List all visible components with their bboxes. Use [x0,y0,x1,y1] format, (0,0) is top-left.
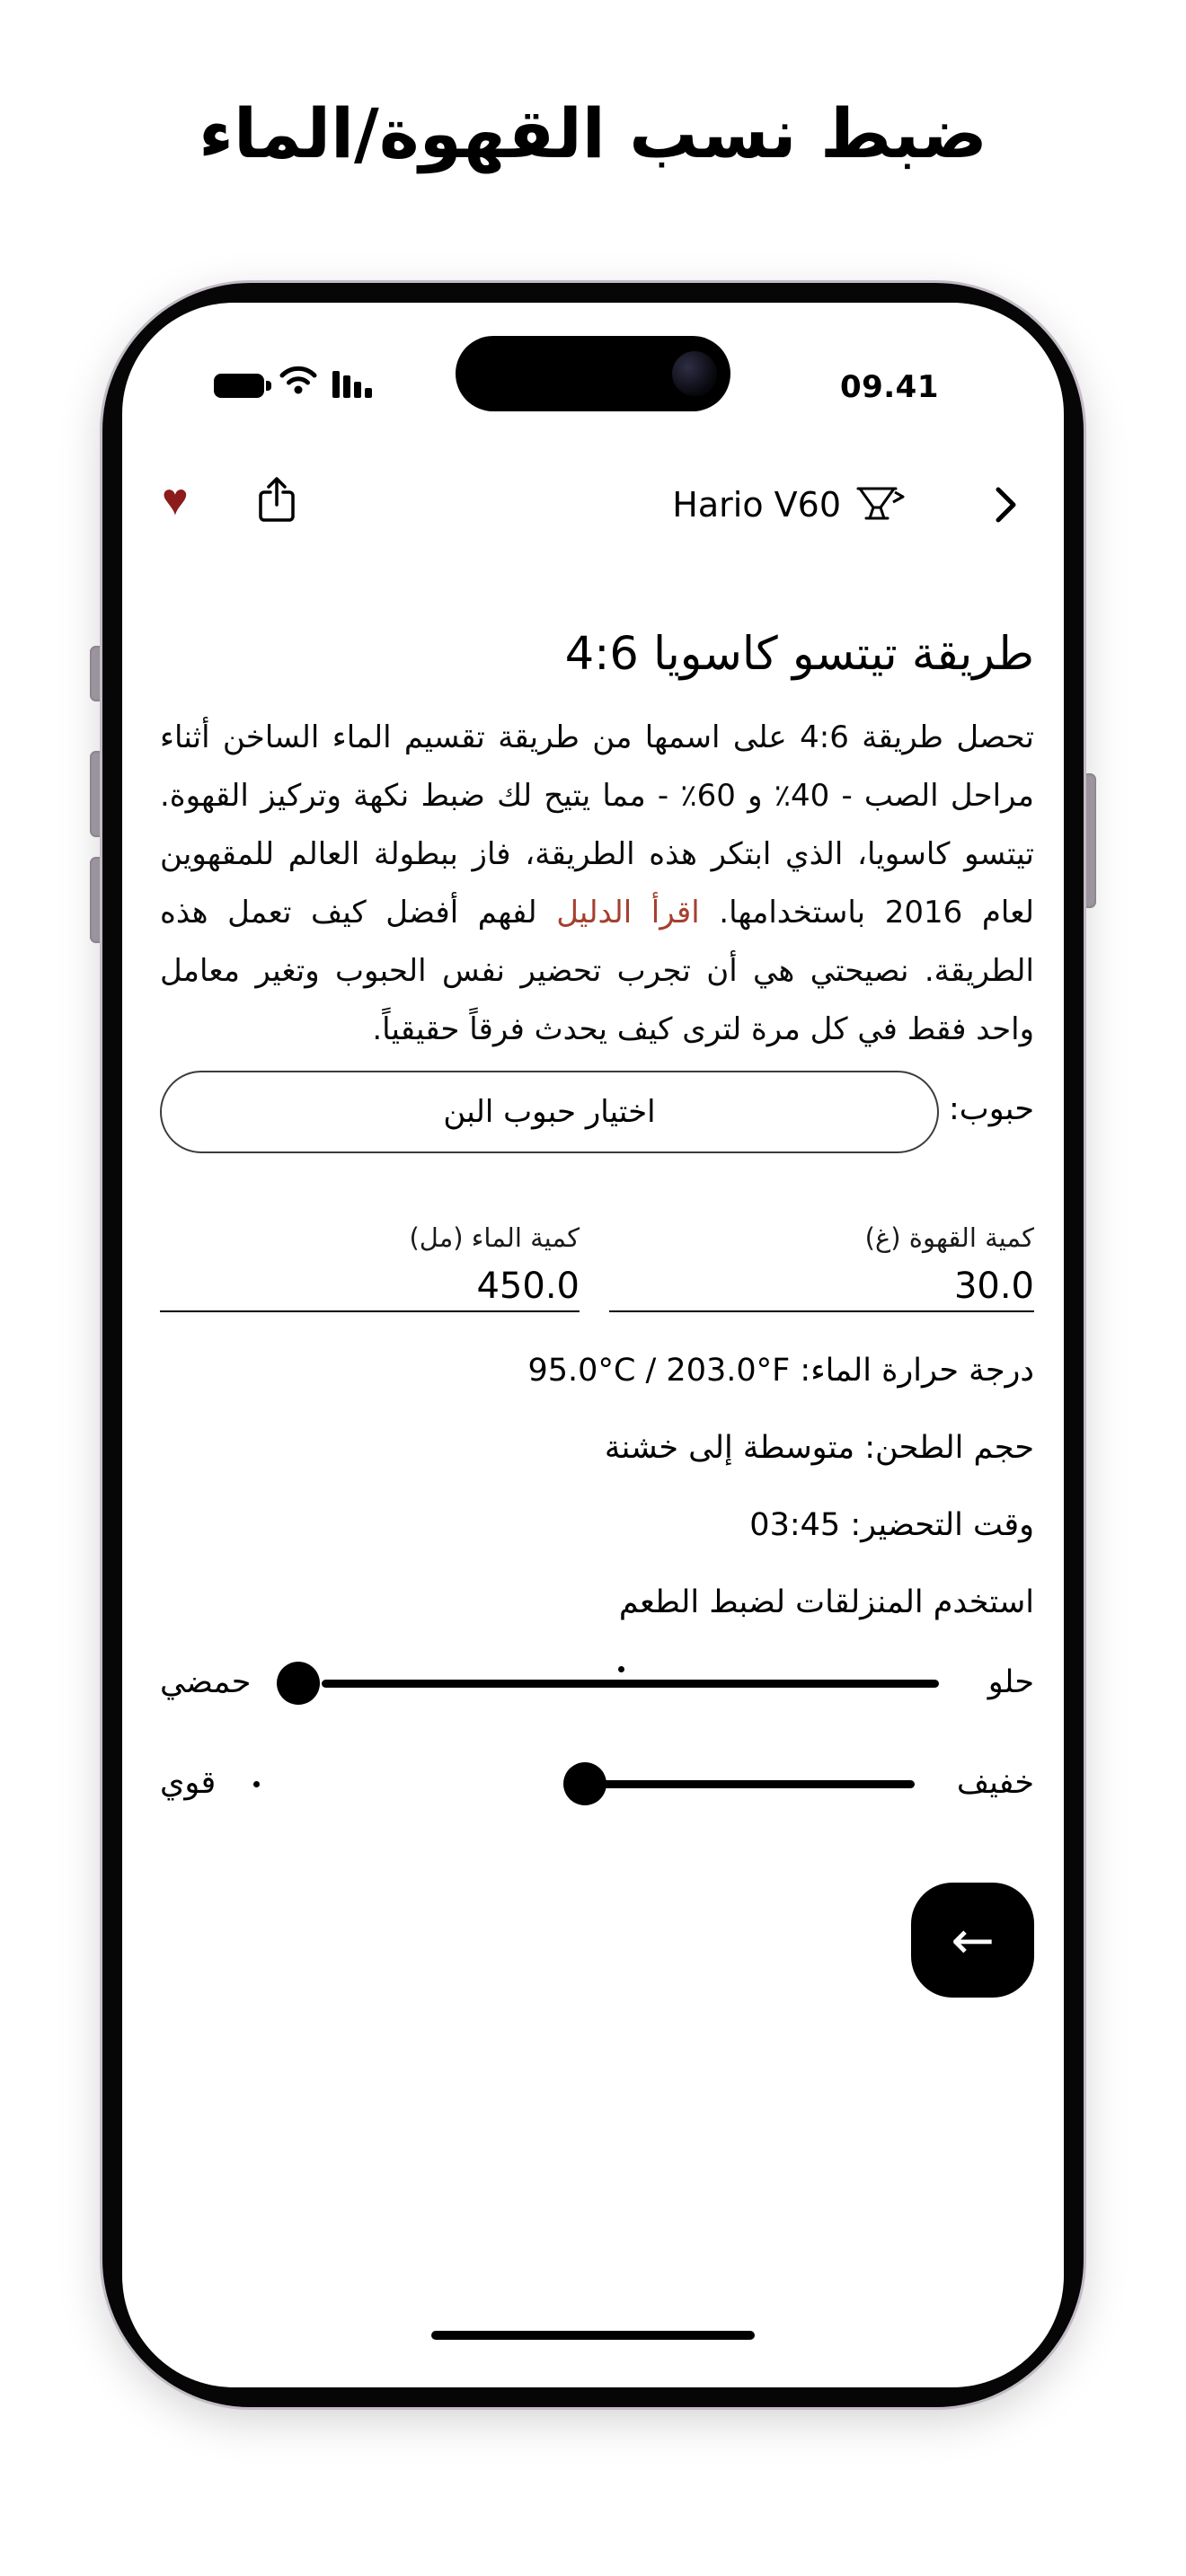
brew-time-label: وقت التحضير: [850,1507,1034,1543]
water-amount-input[interactable] [160,1266,580,1307]
dynamic-island [456,336,730,411]
brewer-title: Hario V60 [672,485,841,525]
taste-slider-track[interactable] [322,1680,939,1688]
choose-beans-button[interactable]: اختيار حبوب البن [160,1071,939,1153]
slider2-right-label: خفيف [956,1765,1034,1801]
power-button [1082,773,1096,908]
front-camera [672,351,717,396]
taste-slider-knob[interactable] [277,1662,320,1705]
battery-icon [214,374,264,398]
sliders-hint: استخدم المنزلقات لضبط الطعم [618,1584,1034,1620]
coffee-amount-field[interactable] [609,1221,1034,1312]
v60-dripper-icon [855,482,906,527]
strength-slider-knob[interactable] [563,1762,606,1805]
status-bar-icons [214,371,372,398]
strength-slider-track[interactable] [569,1780,915,1788]
brew-time-value: 03:45 [749,1507,841,1543]
taste-slider-center-tick [618,1666,624,1672]
status-bar-time: 09.41 [839,369,939,405]
water-amount-field[interactable] [160,1221,580,1312]
method-description [160,709,1034,1059]
share-icon[interactable] [257,475,296,526]
water-amount-label: كمية الماء (مل) [409,1222,580,1253]
back-fab-button[interactable] [911,1883,1034,1998]
description-text-2: لفهم أفضل كيف تعمل هذه الطريقة. نصيحتي هي أن تجرب تحضير نفس الحبوب وتغير معامل واحد فقط في كل مرة لترى كيف يحدث فرقاً حقيقياً. [160,895,1034,1047]
water-temperature-row [528,1350,1034,1391]
coffee-amount-label: كمية القهوة (غ) [864,1222,1034,1253]
favorite-heart-icon[interactable]: ♥ [162,474,189,525]
method-title: طريقة تيتسو كاسويا 4:6 [564,628,1034,681]
read-guide-link[interactable]: اقرأ الدليل [556,895,700,931]
cellular-signal-icon [332,371,372,398]
phone-screen [122,303,1064,2387]
chevron-right-icon[interactable] [995,486,1018,526]
water-temperature-label: درجة حرارة الماء: [800,1353,1034,1389]
slider1-left-label: حمضي [160,1664,252,1700]
coffee-amount-input[interactable] [609,1266,1034,1307]
home-indicator[interactable] [431,2331,755,2340]
description-text-1: تحصل طريقة 4:6 على اسمها من طريقة تقسيم الماء الساخن أثناء مراحل الصب - 40٪ و 60٪ - مما يتيح لك ضبط نكهة وتركيز القهوة. تيتسو كاسويا، الذي ابتكر هذه الطريقة، فاز ببطولة العالم للمقهوين لعام 2016 باستخدامها. [160,719,1034,931]
brewer-selector[interactable] [672,482,906,527]
left-arrow-icon: ← [951,1910,995,1971]
slider1-right-label: حلو [987,1664,1034,1700]
page-title: ضبط نسب القهوة/الماء [199,93,987,173]
grind-size-value: متوسطة إلى خشنة [604,1430,855,1466]
slider2-left-label: قوي [160,1765,217,1801]
beans-label: حبوب: [948,1091,1034,1127]
water-temperature-value: 95.0°C / 203.0°F [527,1353,791,1389]
strength-slider-min-tick [253,1781,260,1787]
grind-size-label: حجم الطحن: [864,1430,1034,1466]
grind-size-row [605,1427,1034,1469]
wifi-icon [278,364,319,398]
brew-time-row [749,1504,1034,1546]
